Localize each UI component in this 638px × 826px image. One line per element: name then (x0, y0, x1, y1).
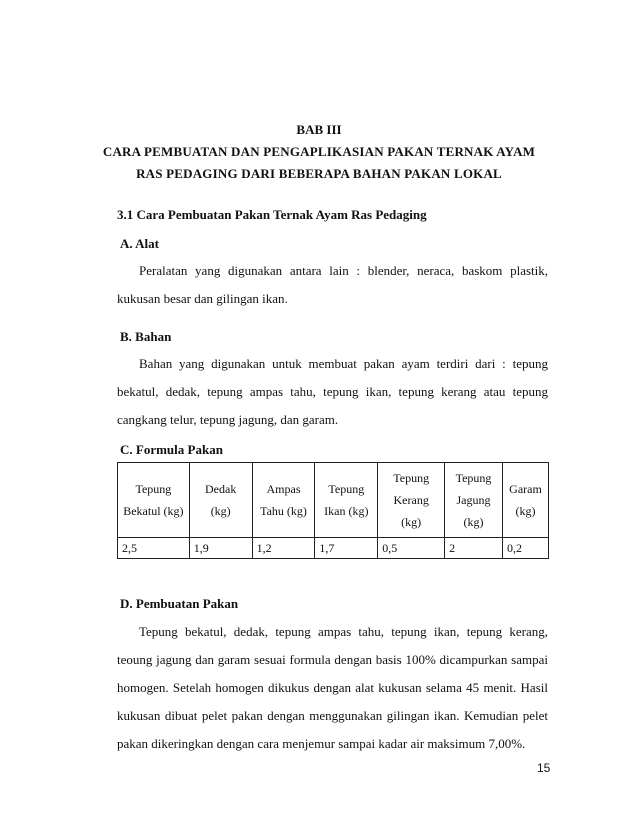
column-header-line: (kg) (515, 504, 536, 518)
alat-heading: A. Alat (120, 236, 159, 251)
column-header-tepung-kerang (378, 463, 445, 538)
formula-table (117, 462, 549, 559)
column-header-line: (kg) (463, 515, 484, 529)
column-header-line: Tepung (393, 471, 430, 485)
column-header-line: Tepung (328, 482, 365, 496)
chapter-title-line2: RAS PEDAGING DARI BEBERAPA BAHAN PAKAN LOKAL (136, 166, 502, 181)
table-cell: 2 (445, 538, 503, 559)
column-header-line: Garam (509, 482, 542, 496)
column-header-tepung-ikan (315, 463, 378, 538)
formula-table-header-row (118, 463, 549, 538)
column-header-tepung-bekatul (118, 463, 190, 538)
table-cell: 0,2 (502, 538, 548, 559)
column-header-line: Tepung (455, 471, 492, 485)
column-header-dedak (189, 463, 252, 538)
bahan-paragraph: Bahan yang digunakan untuk membuat pakan ayam terdiri dari : tepung bekatul, dedak, tepung ampas tahu, tepung ikan, tepung kerang atau tepung cangkang telur, tepung jagung, dan garam. (117, 356, 548, 427)
formula-heading: C. Formula Pakan (120, 442, 223, 457)
column-header-line: Jagung (456, 493, 491, 507)
pembuatan-paragraph: Tepung bekatul, dedak, tepung ampas tahu, tepung ikan, tepung kerang, teoung jagung dan garam sesuai formula dengan basis 100% dicampurkan sampai homogen. Setelah homogen dikukus dengan alat kukusan selama 45 menit. Hasil kukusan dibuat pelet pakan dengan menggunakan gilingan ikan. Kemudian pelet pakan dikeringkan dengan cara menjemur sampai kadar air maksimum 7,00%. (117, 624, 548, 751)
page-number: 15 (537, 761, 551, 775)
table-row (118, 538, 549, 559)
table-cell: 0,5 (378, 538, 445, 559)
table-cell: 1,7 (315, 538, 378, 559)
column-header-line: Dedak (kg) (205, 482, 237, 518)
column-header-garam (502, 463, 548, 538)
chapter-label: BAB III (296, 122, 342, 137)
column-header-line: Kerang (393, 493, 429, 507)
table-cell: 1,2 (252, 538, 315, 559)
column-header-line: Ikan (kg) (324, 504, 369, 518)
column-header-line: Tepung (135, 482, 172, 496)
table-cell: 2,5 (118, 538, 190, 559)
column-header-line: Tahu (kg) (260, 504, 307, 518)
table-cell: 1,9 (189, 538, 252, 559)
section-heading: 3.1 Cara Pembuatan Pakan Ternak Ayam Ras Pedaging (117, 207, 427, 222)
column-header-tepung-jagung (445, 463, 503, 538)
pembuatan-heading: D. Pembuatan Pakan (120, 596, 239, 611)
column-header-line: (kg) (401, 515, 422, 529)
column-header-line: Bekatul (kg) (123, 504, 184, 518)
column-header-ampas-tahu (252, 463, 315, 538)
column-header-line: Ampas (266, 482, 301, 496)
chapter-title-line1: CARA PEMBUATAN DAN PENGAPLIKASIAN PAKAN TERNAK AYAM (102, 144, 536, 159)
bahan-heading: B. Bahan (120, 329, 172, 344)
alat-paragraph: Peralatan yang digunakan antara lain : blender, neraca, baskom plastik, kukusan besar dan gilingan ikan. (117, 263, 548, 306)
